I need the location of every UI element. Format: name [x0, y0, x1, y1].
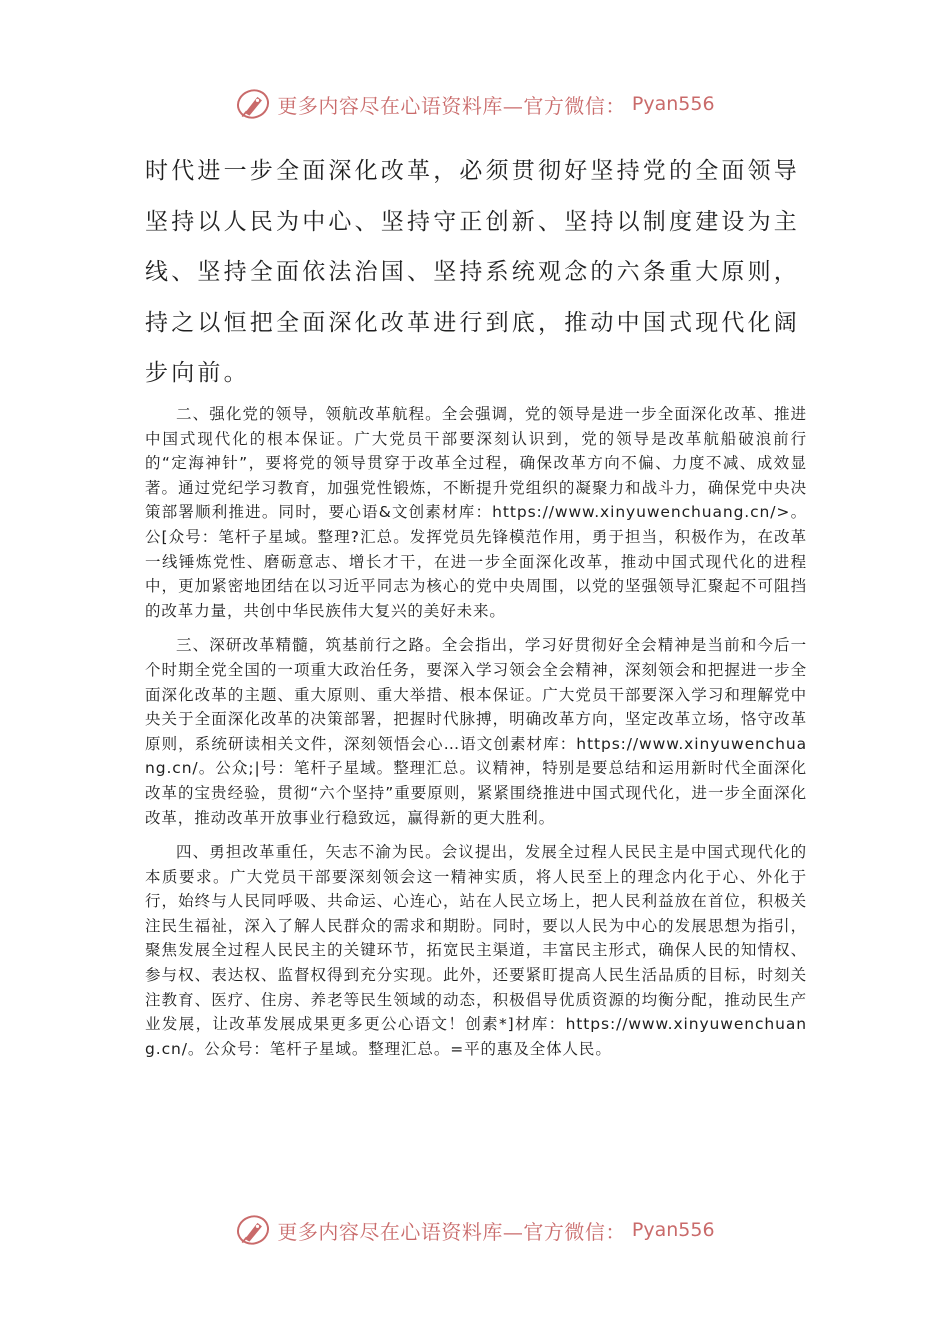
- paragraph-3: 三、深研改革精髓，筑基前行之路。全会指出，学习好贯彻好全会精神是当前和今后一个时期全党全国的一项重大政治任务，要深入学习领会全会精神，深刻领会和把握进一步全面深化改革的主题、重大原则、重大举措、根本保证。广大党员干部要深入学习和理解党中央关于全面深化改革的决策部署，把握时代脉搏，明确改革方向，坚定改革立场，恪守改革原则，系统研读相关文件，深刻领悟会心…语文创素材库：https://www.xinyuwenchuang.cn/。公众;|号：笔杆子星域。整理汇总。议精神，特别是要总结和运用新时代全面深化改革的宝贵经验，贯彻“六个坚持”重要原则，紧紧围绕推进中国式现代化，进一步全面深化改革，推动改革开放事业行稳致远，赢得新的更大胜利。: [145, 636, 807, 827]
- header-banner: [0, 84, 950, 124]
- banner-text: 更多内容尽在心语资料库—官方微信：: [277, 1219, 626, 1244]
- paragraph-2: 二、强化党的领导，领航改革航程。全会强调，党的领导是进一步全面深化改革、推进中国式现代化的根本保证。广大党员干部要深刻认识到，党的领导是改革航船破浪前行的“定海神针”，要将党的领导贯穿于改革全过程，确保改革方向不偏、力度不减、成效显著。通过党纪学习教育，加强党性锻炼，不断提升党组织的凝聚力和战斗力，确保党中央决策部署顺利推进。同时，要心语&文创素材库：https://www.xinyuwenchuang.cn/>。公[众号：笔杆子星域。整理?汇总。发挥党员先锋模范作用，勇于担当，积极作为，在改革一线锤炼党性、磨砺意志、增长才干，在进一步全面深化改革，推动中国式现代化的进程中，更加紧密地团结在以习近平同志为核心的党中央周围，以党的坚强领导汇聚起不可阻挡的改革力量，共创中华民族伟大复兴的美好未来。: [145, 405, 807, 620]
- pen-nib-logo-icon: [235, 1213, 271, 1247]
- paragraph-4: 四、勇担改革重任，矢志不渝为民。会议提出，发展全过程人民民主是中国式现代化的本质要求。广大党员干部要深刻领会这一精神实质，将人民至上的理念内化于心、外化于行，始终与人民同呼吸、共命运、心连心，站在人民立场上，把人民利益放在首位，积极关注民生福祉，深入了解人民群众的需求和期盼。同时，要以人民为中心的发展思想为指引，聚焦发展全过程人民民主的关键环节，拓宽民主渠道，丰富民主形式，确保人民的知情权、参与权、表达权、监督权得到充分实现。此外，还要紧盯提高人民生活品质的目标，时刻关注教育、医疗、住房、养老等民生领域的动态，积极倡导优质资源的均衡分配，推动民生产业发展，让改革发展成果更多更公心语文！创素*]材库：https://www.xinyuwenchuang.cn/。公众号：笔杆子星域。整理汇总。=平的惠及全体人民。: [145, 843, 807, 1058]
- banner-text: 更多内容尽在心语资料库—官方微信：: [277, 93, 626, 118]
- banner-wechat-id: Pyan556: [631, 1219, 715, 1241]
- intro-paragraph: 时代进一步全面深化改革，必须贯彻好坚持党的全面领导坚持以人民为中心、坚持守正创新、坚持以制度建设为主线、坚持全面依法治国、坚持系统观念的六条重大原则，持之以恒把全面深化改革进行到底，推动中国式现代化阔步向前。: [145, 158, 800, 386]
- banner-wechat-id: Pyan556: [631, 93, 715, 115]
- footer-banner: [0, 1210, 950, 1250]
- document-body: [145, 402, 807, 1071]
- pen-nib-logo-icon: [235, 87, 271, 121]
